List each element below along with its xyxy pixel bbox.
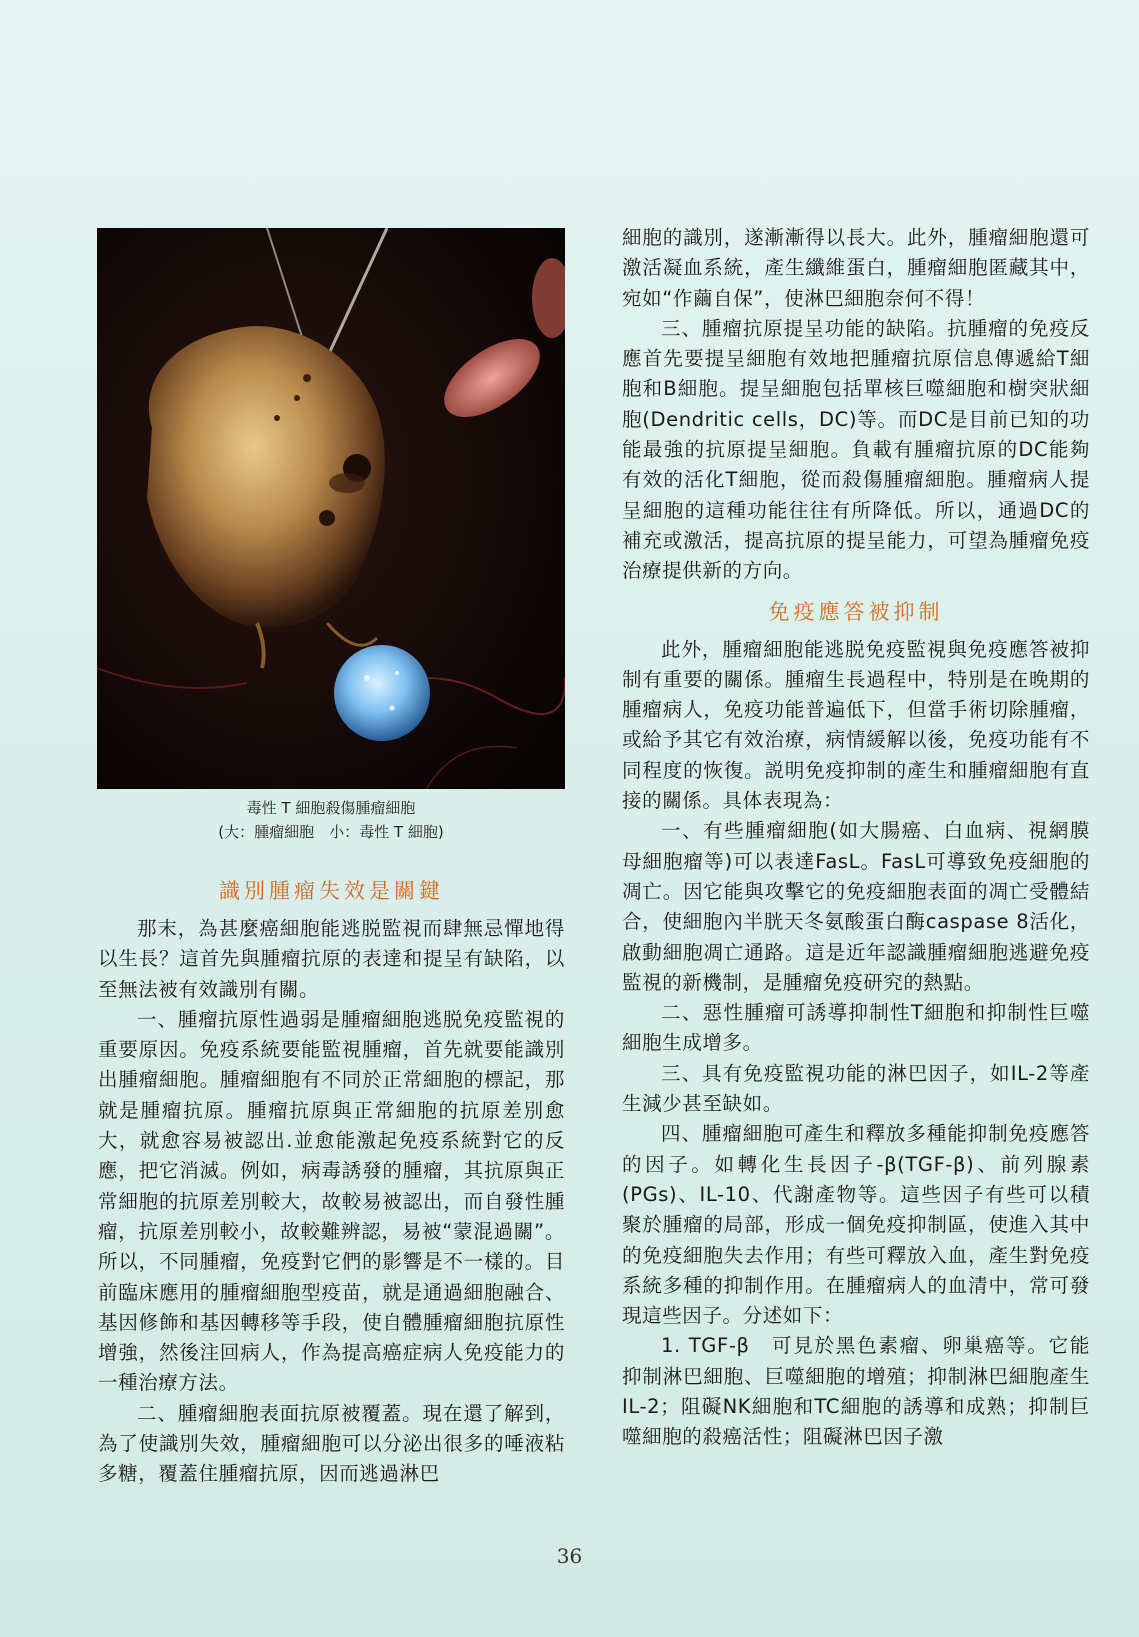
paragraph: 此外，腫瘤細胞能逃脱免疫監視與免疫應答被抑制有重要的關係。腫瘤生長過程中，特別是在晚期的腫瘤病人，免疫功能普遍低下，但當手術切除腫瘤，或給予其它有效治療，病情緩解以後，免疫功能有不同程度的恢復。説明免疫抑制的產生和腫瘤細胞有直接的關係。具体表現為： xyxy=(622,637,1090,813)
paragraph: 1. TGF-β 可見於黑色素瘤、卵巢癌等。它能抑制淋巴細胞、巨噬細胞的增殖；抑制淋巴細胞產生IL-2；阻礙NK細胞和TC細胞的誘導和成熟；抑制巨噬細胞的殺癌活性；阻礙淋巴因子激 xyxy=(622,1334,1090,1449)
paragraph: 二、腫瘤細胞表面抗原被覆蓋。現在還了解到，為了使識別失效，腫瘤細胞可以分泌出很多的唾液粘多糖，覆蓋住腫瘤抗原，因而逃過淋巴 xyxy=(98,1401,565,1486)
paragraph: 一、腫瘤抗原性過弱是腫瘤細胞逃脱免疫監視的重要原因。免疫系統要能監視腫瘤，首先就要能識別出腫瘤細胞。腫瘤細胞有不同於正常細胞的標記，那就是腫瘤抗原。腫瘤抗原與正常細胞的抗原差別愈大，就愈容易被認出.並愈能激起免疫系統對它的反應，把它消滅。例如，病毒誘發的腫瘤，其抗原與正常細胞的抗原差別較大，故較易被認出，而自發性腫瘤，抗原差別較小，故較難辨認，易被“蒙混過關”。所以，不同腫瘤，免疫對它們的影響是不一樣的。目前臨床應用的腫瘤細胞型疫苗，就是通過細胞融合、基因修飾和基因轉移等手段，使自體腫瘤細胞抗原性增強，然後注回病人，作為提高癌症病人免疫能力的一種治療方法。 xyxy=(98,1007,565,1395)
paragraph: 三、腫瘤抗原提呈功能的缺陷。抗腫瘤的免疫反應首先要提呈細胞有效地把腫瘤抗原信息傳遞給T細胞和B細胞。提呈細胞包括單核巨噬細胞和樹突狀細胞(Dendritic cells，DC)等。而DC是目前已知的功能最強的抗原提呈細胞。負載有腫瘤抗原的DC能夠有效的活化T細胞，從而殺傷腫瘤細胞。腫瘤病人提呈細胞的這種功能往往有所降低。所以，通過DC的補充或激活，提高抗原的提呈能力，可望為腫瘤免疫治療提供新的方向。 xyxy=(622,316,1090,583)
paragraph: 一、有些腫瘤細胞(如大腸癌、白血病、視網膜母細胞瘤等)可以表達FasL。FasL可導致免疫細胞的凋亡。因它能與攻擊它的免疫細胞表面的凋亡受體結合，使細胞內半胱天冬氨酸蛋白酶caspase 8活化，啟動細胞凋亡通路。這是近年認識腫瘤細胞逃避免疫監視的新機制，是腫瘤免疫研究的熱點。 xyxy=(622,819,1090,994)
section-heading-recognition: 識別腫瘤失效是關鍵 xyxy=(219,879,444,903)
micrograph-figure xyxy=(97,228,565,789)
page-number: 36 xyxy=(556,1544,583,1568)
paragraph: 四、腫瘤細胞可產生和釋放多種能抑制免疫應答的因子。如轉化生長因子-β(TGF-β)、前列腺素(PGs)、IL-10、代謝產物等。這些因子有些可以積聚於腫瘤的局部，形成一個免疫抑制區，使進入其中的免疫細胞失去作用；有些可釋放入血，產生對免疫系統多種的抑制作用。在腫瘤病人的血清中，常可發現這些因子。分述如下： xyxy=(622,1122,1090,1328)
left-column xyxy=(98,866,565,1490)
figure-caption xyxy=(97,796,565,844)
section-heading-suppression: 免疫應答被抑制 xyxy=(768,599,944,624)
right-column xyxy=(622,223,1090,1453)
paragraph: 三、具有免疫監視功能的淋巴因子，如IL-2等產生減少甚至缺如。 xyxy=(622,1061,1090,1116)
micrograph-image xyxy=(97,228,565,789)
caption-line-1: 毒性 T 細胞殺傷腫瘤細胞 xyxy=(246,799,416,817)
paragraph: 那末，為甚麼癌細胞能逃脱監視而肆無忌憚地得以生長？這首先與腫瘤抗原的表達和提呈有缺陷，以至無法被有效識別有關。 xyxy=(98,917,565,1001)
paragraph: 細胞的識別，遂漸漸得以長大。此外，腫瘤細胞還可激活凝血系統，產生纖維蛋白，腫瘤細胞匿藏其中，宛如“作繭自保”，使淋巴細胞奈何不得！ xyxy=(622,226,1090,310)
paragraph: 二、惡性腫瘤可誘導抑制性T細胞和抑制性巨噬細胞生成增多。 xyxy=(622,1001,1090,1055)
caption-line-2: (大：腫瘤細胞 小：毒性 T 細胞) xyxy=(218,823,444,841)
